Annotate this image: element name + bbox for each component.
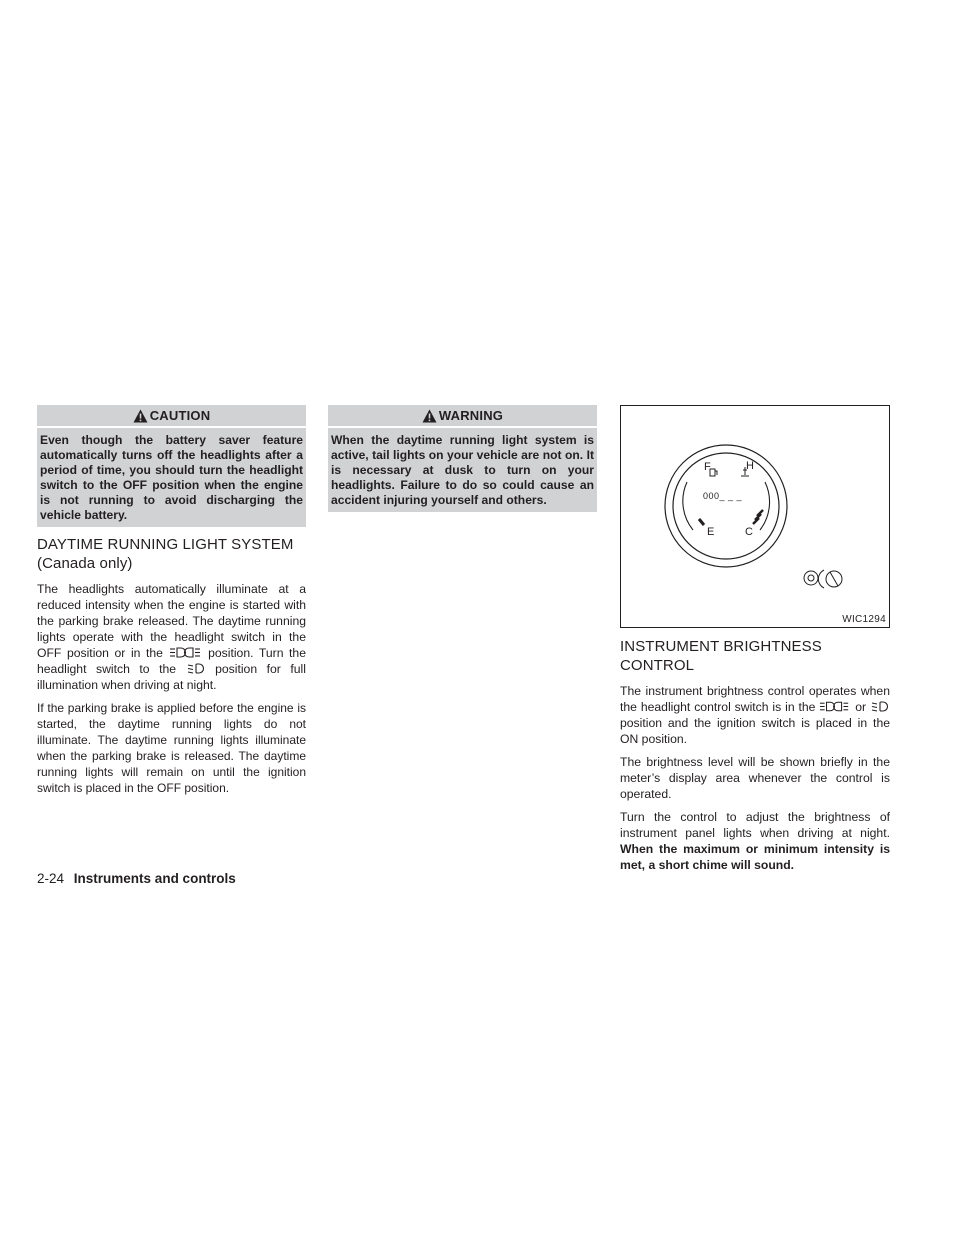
instrument-figure — [620, 405, 890, 628]
brightness-p1-text-c: position and the ignition switch is placed in the ON position. — [620, 716, 890, 746]
caution-text: Even though the battery saver feature automatically turns off the headlights after a period of time, you should turn the headlight switch to the OFF position when the engine is not running to avoid discharging the vehicle battery. — [40, 433, 303, 522]
brightness-heading-line2: CONTROL — [620, 657, 695, 674]
right-column — [620, 405, 890, 873]
headlight-icon — [870, 700, 890, 713]
drl-p1-text-a: The headlights automatically illuminate at a reduced intensity when the engine is started with the parking brake released. The daytime running lights operate with the headlight switch in the OFF position or in the — [37, 582, 306, 660]
warning-triangle-icon — [422, 409, 437, 423]
brightness-p1-text-a: The instrument brightness control operates when the headlight control switch is in the — [620, 684, 890, 714]
fuel-empty-label: E — [707, 526, 715, 538]
brightness-p1-text-b: or — [855, 700, 867, 714]
temp-cold-label: C — [745, 526, 753, 538]
brightness-paragraph-1 — [620, 683, 890, 747]
warning-title: WARNING — [438, 408, 504, 423]
brightness-p3-bold-text: When the maximum or minimum intensity is met, a short chime will sound. — [620, 842, 890, 872]
drl-paragraph-2: If the parking brake is applied before the engine is started, the daytime running lights do not illuminate. The daytime running lights illuminate when the parking brake is released. The daytime running lights will remain on until the ignition switch is placed in the OFF position. — [37, 701, 306, 795]
drl-heading-line2: (Canada only) — [37, 555, 133, 572]
brightness-knob-icon — [804, 570, 842, 588]
brightness-p3-text: Turn the control to adjust the brightness of instrument panel lights when driving at night. — [620, 810, 890, 840]
caution-header — [37, 405, 306, 428]
drl-heading-line1: DAYTIME RUNNING LIGHT SYSTEM — [37, 536, 294, 553]
page-number: 2-24 — [37, 871, 65, 886]
drl-paragraph-1 — [37, 581, 306, 693]
caution-box — [37, 405, 306, 527]
figure-id: WIC1294 — [842, 614, 886, 625]
brightness-heading-line1: INSTRUMENT BRIGHTNESS — [620, 638, 822, 655]
odometer-display: 000_ _ _ — [703, 491, 743, 501]
brightness-paragraph-3 — [620, 809, 890, 873]
warning-box — [328, 405, 597, 512]
parking-light-icon — [169, 646, 203, 659]
brightness-heading — [620, 637, 890, 675]
drl-heading — [37, 535, 306, 573]
drl-p1-text-b: position. Turn the headlight switch to the — [37, 646, 306, 676]
caution-title: CAUTION — [149, 408, 211, 423]
middle-column — [328, 405, 597, 512]
section-title: Instruments and controls — [73, 871, 236, 886]
warning-text: When the daytime running light system is active, tail lights on your vehicle are not on. It is necessary at dusk to turn on your headlights. Failure to do so could cause an accident injuring yourself and others. — [331, 433, 594, 507]
page-footer — [37, 871, 236, 886]
gauge-illustration — [621, 406, 889, 627]
warning-triangle-icon — [133, 409, 148, 423]
brightness-paragraph-2: The brightness level will be shown briefly in the meter’s display area whenever the control is operated. — [620, 755, 890, 801]
temp-hot-label: H — [746, 460, 754, 472]
fuel-full-label: F — [704, 461, 711, 473]
left-column — [37, 405, 306, 796]
headlight-icon — [186, 662, 206, 675]
drl-p1-text-c: position for full illumination when driving at night. — [37, 662, 306, 692]
parking-light-icon — [819, 700, 851, 713]
warning-header — [328, 405, 597, 428]
